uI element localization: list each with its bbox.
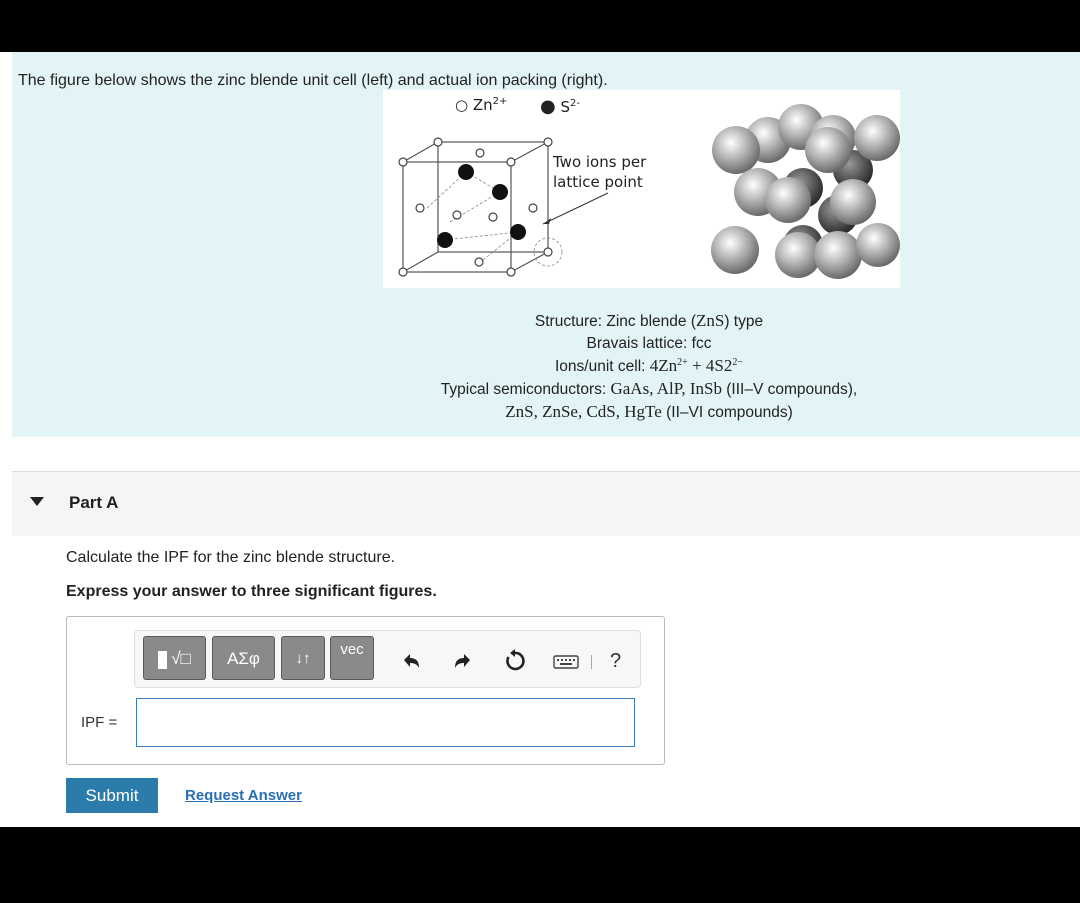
legend-zinc: ○ $Zn^{2+}$ — [455, 96, 508, 114]
toolbar-separator — [591, 655, 592, 669]
templates-button[interactable]: √□ — [143, 636, 206, 680]
request-answer-link[interactable]: Request Answer — [185, 787, 302, 804]
lattice-line: Bravais lattice: fcc — [586, 335, 712, 352]
vector-button[interactable]: vec — [330, 636, 374, 680]
fraction-template-icon — [158, 651, 167, 669]
structure-line: Structure: Zinc blende (ZnS) type — [534, 311, 764, 330]
part-header[interactable] — [12, 472, 1080, 536]
collapse-caret-icon[interactable] — [30, 497, 44, 506]
part-title: Part A — [69, 493, 119, 512]
ions-line: Ions/unit cell: $4Zn^{2+} + 4S2^{2-}$ — [555, 356, 743, 375]
semiconductors-line-2: ZnS, ZnSe, CdS, HgTe (II–VI compounds) — [505, 402, 793, 421]
ipf-label: IPF = — [81, 714, 118, 731]
reset-icon[interactable] — [502, 648, 528, 674]
greek-symbols-button[interactable]: AΣφ — [212, 636, 275, 680]
figure-caption: Two ions per lattice point — [553, 153, 647, 191]
undo-icon[interactable] — [398, 648, 424, 674]
ipf-answer-input[interactable] — [136, 698, 635, 747]
submit-button[interactable]: Submit — [66, 778, 158, 813]
structure-info — [383, 310, 915, 424]
semiconductors-line: Typical semiconductors: GaAs, AlP, InSb (III–V compounds), — [440, 379, 858, 398]
instruction-text: Express your answer to three significant figures. — [66, 583, 437, 600]
ion-packing-image — [711, 104, 900, 279]
subscript-superscript-button[interactable]: ↓↑ — [281, 636, 325, 680]
redo-icon[interactable] — [450, 648, 476, 674]
help-button[interactable]: ? — [610, 650, 622, 672]
problem-page — [0, 52, 1080, 827]
legend-sulfur: ● $S^{2-}$ — [540, 96, 581, 117]
keyboard-icon[interactable] — [553, 648, 579, 674]
question-text: Calculate the IPF for the zinc blende structure. — [66, 549, 396, 566]
intro-text: The figure below shows the zinc blende unit cell (left) and actual ion packing (right). — [18, 72, 608, 89]
